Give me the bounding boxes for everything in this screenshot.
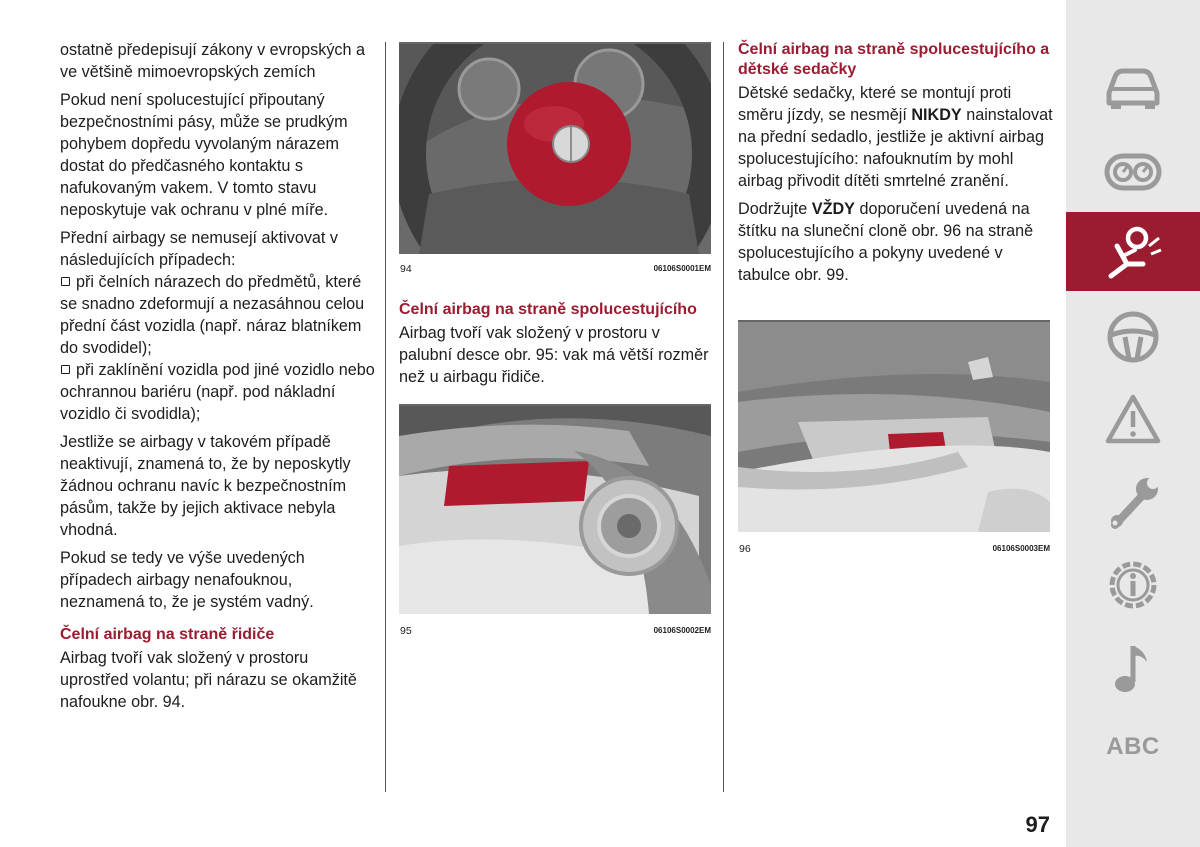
checkbox-bullet-icon bbox=[61, 277, 70, 286]
figure-95-passenger-airbag bbox=[399, 406, 711, 614]
section-heading: Čelní airbag na straně řidiče bbox=[60, 626, 275, 643]
car-icon bbox=[1103, 63, 1163, 113]
figure-94-steering-airbag bbox=[399, 44, 711, 254]
checkbox-bullet-icon bbox=[61, 365, 70, 374]
paragraph bbox=[60, 227, 378, 271]
page-number: 97 bbox=[1025, 812, 1050, 837]
section-heading: Čelní airbag na straně spolucestujícího bbox=[399, 301, 697, 318]
column-divider bbox=[723, 42, 724, 792]
column-1 bbox=[60, 39, 378, 719]
tab-maintenance[interactable] bbox=[1066, 545, 1200, 625]
tab-car[interactable] bbox=[1066, 52, 1200, 124]
tab-emergency[interactable] bbox=[1066, 462, 1200, 542]
tab-driving[interactable] bbox=[1066, 298, 1200, 376]
bullet-item bbox=[60, 271, 378, 359]
tab-safety-airbag[interactable] bbox=[1066, 212, 1200, 291]
info-gear-icon bbox=[1105, 557, 1161, 613]
paragraph: Airbag tvoří vak složený v prostoru uprostřed volantu; při nárazu se okamžitě nafoukne obr. 94. bbox=[60, 649, 357, 711]
paragraph-text: Dodržujte bbox=[738, 200, 812, 218]
paragraph-text: doporučení uvedená na štítku na sluneční cloně obr. 96 na straně spolucestujícího a pokyny uvedené v tabulce obr. 99. bbox=[738, 200, 1034, 284]
paragraph-text: nainstalovat na přední sedadlo, jestliže je aktivní airbag spolucestujícího: nafouknutím by mohl airbag přivodit dítěti smrtelné zranění. bbox=[738, 106, 1053, 190]
music-note-icon bbox=[1109, 640, 1157, 696]
figure-code: 06106S0001EM bbox=[653, 264, 711, 273]
paragraph: ostatně předepisují zákony v evropských a ve většině mimoevropských zemích bbox=[60, 41, 366, 81]
paragraph bbox=[738, 82, 1053, 192]
warning-triangle-icon bbox=[1105, 393, 1161, 445]
column-divider bbox=[385, 42, 386, 792]
paragraph: Airbag tvoří vak složený v prostoru v palubní desce obr. 95: vak má větší rozměr než u airbagu řidiče. bbox=[399, 324, 709, 386]
paragraph-text: Dětské sedačky, které se montují proti směru jízdy, se nesmějí bbox=[738, 84, 1012, 124]
bullet-text: při čelních nárazech do předmětů, které se snadno zdeformují a nezasáhnou celou přední část vozidla (např. náraz blatníkem do svodidel); bbox=[60, 273, 365, 357]
figure-number: 95 bbox=[400, 625, 412, 637]
section-heading: Čelní airbag na straně spolucestujícího a dětské sedačky bbox=[738, 41, 1050, 78]
bullet-text: při zaklínění vozidla pod jiné vozidlo nebo ochrannou bariéru (např. pod nákladní vozidlo či svodidla); bbox=[60, 361, 375, 423]
paragraph: Jestliže se airbagy v takovém případě neaktivují, znamená to, že by neposkytly žádnou ochranu navíc k bezpečnostním pásům, takže by jejich aktivace nebyla vhodná. bbox=[60, 433, 351, 539]
figure-number: 96 bbox=[739, 543, 751, 555]
dashboard-icon bbox=[1103, 150, 1163, 194]
figure-number: 94 bbox=[400, 263, 412, 275]
paragraph: Pokud se tedy ve výše uvedených případech airbagy nenafouknou, neznamená to, že je systém vadný. bbox=[60, 549, 314, 611]
column-3-text bbox=[738, 40, 1053, 292]
tab-index[interactable] bbox=[1066, 712, 1200, 782]
airbag-seat-icon bbox=[1103, 224, 1163, 280]
paragraph bbox=[738, 198, 1053, 286]
index-abc-label: ABC bbox=[1106, 733, 1160, 760]
chapter-sidebar bbox=[1066, 0, 1200, 847]
paragraph-text: Přední airbagy se nemusejí aktivovat v následujících případech: bbox=[60, 229, 339, 269]
steering-wheel-icon bbox=[1105, 309, 1161, 365]
emphasis-text: NIKDY bbox=[911, 106, 962, 124]
tab-dashboard[interactable] bbox=[1066, 134, 1200, 210]
figure-96-sun-visor-label bbox=[738, 322, 1050, 532]
wrench-icon bbox=[1105, 473, 1161, 531]
figure-code: 06106S0002EM bbox=[653, 626, 711, 635]
emphasis-text: VŽDY bbox=[811, 200, 855, 218]
figure-code: 06106S0003EM bbox=[992, 544, 1050, 553]
paragraph: Pokud není spolucestující připoutaný bezpečnostními pásy, může se prudkým pohybem dopředu vyvolaným nárazem dostat do předčasného kontaktu s nafukovaným vakem. V tomto stavu neposkytuje vak ochranu v plné míře. bbox=[60, 91, 348, 219]
bullet-item bbox=[60, 359, 378, 425]
column-2-text bbox=[399, 300, 714, 394]
tab-warnings[interactable] bbox=[1066, 380, 1200, 458]
tab-multimedia[interactable] bbox=[1066, 628, 1200, 708]
